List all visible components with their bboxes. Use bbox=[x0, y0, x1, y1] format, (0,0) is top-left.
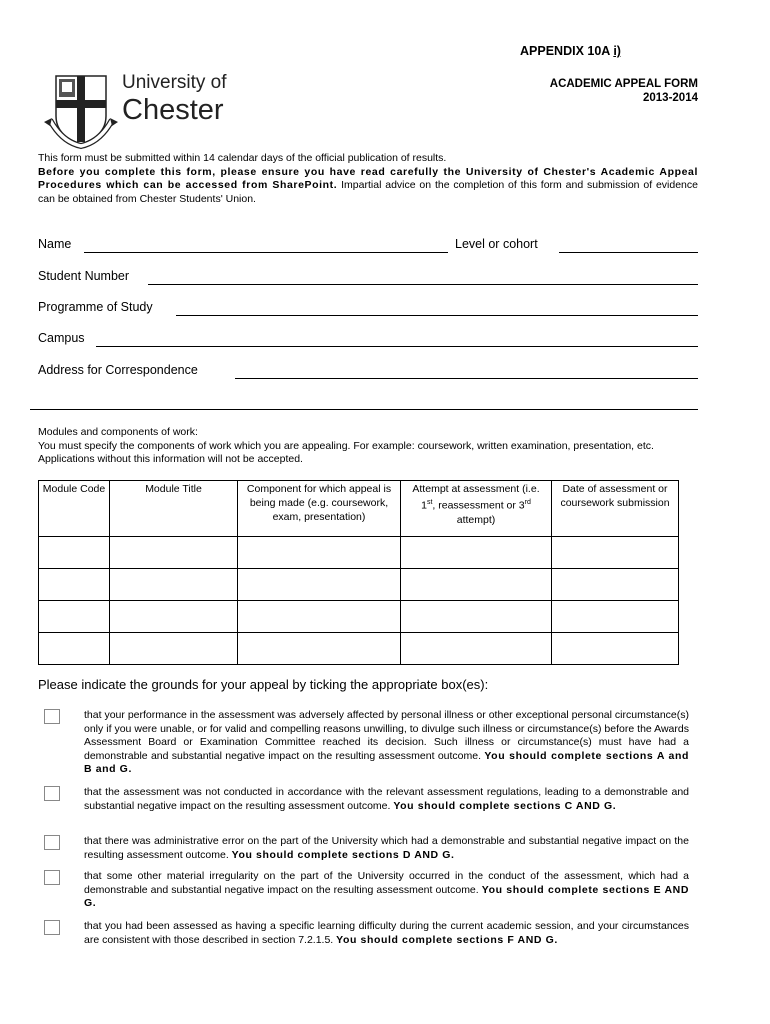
col-attempt: Attempt at assessment (i.e. 1st, reassessment or 3rd attempt) bbox=[401, 481, 552, 537]
col-date: Date of assessment or coursework submission bbox=[552, 481, 679, 537]
table-header-row bbox=[39, 481, 679, 537]
table-row bbox=[39, 601, 679, 633]
university-name-line1: University of bbox=[122, 72, 227, 93]
ground-text-3: that there was administrative error on the part of the University which had a demonstrable and substantial negative impact on the resulting assessment outcome. You should complete sections D AND G. bbox=[84, 835, 689, 861]
student-number-label: Student Number bbox=[38, 269, 130, 283]
ground-text-4: that some other material irregularity on the part of the University occurred in the conduct of the assessment, which had a demonstrable and substantial negative impact on the resulting assessment outcome. You should complete sections E AND G. bbox=[84, 870, 689, 910]
campus-label: Campus bbox=[38, 331, 85, 345]
ground-checkbox-1[interactable] bbox=[44, 709, 60, 724]
name-field[interactable] bbox=[84, 252, 448, 253]
ground-text-1: that your performance in the assessment was adversely affected by personal illness or other exceptional personal circumstance(s) only if you were unable, or for valid and compelling reasons unwilling, to divulge such illness or circumstance(s) before the Awards Assessment Board or Examination Committee reached its decision. Such illness or circumstance(s) must have had a demonstrable and substantial negative impact on the resulting assessment outcome. You should complete sections A and B and G. bbox=[84, 709, 689, 776]
modules-table bbox=[38, 480, 679, 665]
name-label: Name bbox=[38, 237, 72, 251]
address-field[interactable] bbox=[235, 378, 698, 379]
ground-checkbox-3[interactable] bbox=[44, 835, 60, 850]
col-module-code: Module Code bbox=[39, 481, 110, 537]
ground-checkbox-2[interactable] bbox=[44, 786, 60, 801]
grounds-heading: Please indicate the grounds for your appeal by ticking the appropriate box(es): bbox=[38, 677, 489, 692]
university-name-line2: Chester bbox=[122, 94, 224, 126]
form-year: 2013-2014 bbox=[643, 92, 698, 104]
ground-checkbox-4[interactable] bbox=[44, 870, 60, 885]
col-component: Component for which appeal is being made (e.g. coursework, exam, presentation) bbox=[238, 481, 401, 537]
ground-text-2: that the assessment was not conducted in accordance with the relevant assessment regulations, leading to a demonstrable and substantial negative impact on the resulting assessment outcome. You should complete sections C AND G. bbox=[84, 786, 689, 812]
table-row bbox=[39, 633, 679, 665]
ground-checkbox-5[interactable] bbox=[44, 920, 60, 935]
campus-field[interactable] bbox=[96, 346, 698, 347]
appendix-label: APPENDIX 10A i) bbox=[520, 44, 621, 58]
table-row bbox=[39, 569, 679, 601]
intro-paragraph: This form must be submitted within 14 calendar days of the official publication of results. Before you complete this form, please ensure you have read carefully the University of Chester's Academic Appeal Procedures which can be accessed from SharePoint. Impartial advice on the completion of this form and submission of evidence can be obtained from Chester Students' Union. bbox=[38, 152, 698, 205]
programme-field[interactable] bbox=[176, 315, 698, 316]
student-number-field[interactable] bbox=[148, 284, 698, 285]
col-module-title: Module Title bbox=[110, 481, 238, 537]
table-row bbox=[39, 537, 679, 569]
ground-text-5: that you had been assessed as having a specific learning difficulty during the current academic session, and your circumstances are consistent with those described in section 7.2.1.5. You should complete sections F AND G. bbox=[84, 920, 689, 946]
level-field[interactable] bbox=[559, 252, 698, 253]
form-title: ACADEMIC APPEAL FORM 2013-2014 bbox=[480, 77, 698, 105]
university-crest-icon bbox=[42, 70, 120, 150]
level-label: Level or cohort bbox=[455, 237, 538, 251]
address-label: Address for Correspondence bbox=[38, 363, 198, 377]
modules-instructions: Modules and components of work: You must specify the components of work which you are appealing. For example: coursework, written examination, presentation, etc. Applications without this information will not be accepted. bbox=[38, 426, 654, 466]
programme-label: Programme of Study bbox=[38, 300, 153, 314]
divider bbox=[30, 409, 698, 410]
